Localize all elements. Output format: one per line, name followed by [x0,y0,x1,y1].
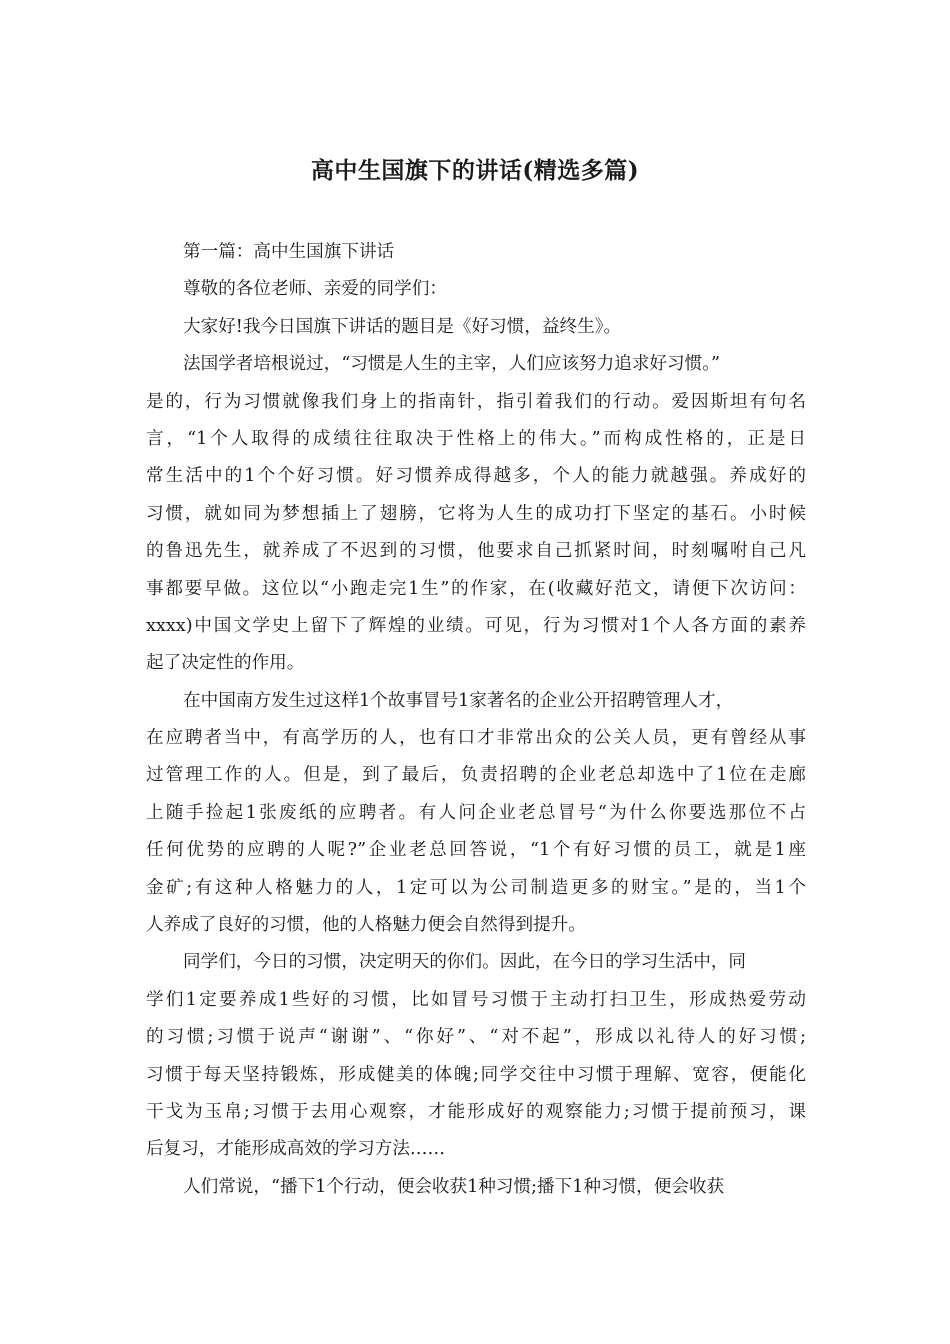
paragraph-line: 学们1定要养成1些好的习惯，比如冒号习惯于主动打扫卫生，形成热爱劳动 [146,989,806,1010]
paragraph-line: 的鲁迅先生，就养成了不迟到的习惯，他要求自己抓紧时间，时刻嘱咐自己凡 [146,541,806,562]
paragraph-line: 过管理工作的人。但是，到了最后，负责招聘的企业老总却选中了1位在走廊 [146,765,806,786]
paragraph-line: 任何优势的应聘的人呢?”企业老总回答说，“1个有好习惯的员工，就是1座 [146,840,806,861]
section-heading: 第一篇：高中生国旗下讲话 [183,242,395,262]
paragraph-line: 常生活中的1个个好习惯。好习惯养成得越多，个人的能力就越强。养成好的 [146,466,806,487]
paragraph-line: 同学们，今日的习惯，决定明天的你们。因此，在今日的学习生活中，同 [183,952,747,973]
paragraph-line: 上随手捡起1张废纸的应聘者。有人问企业老总冒号“为什么你要选那位不占 [146,802,806,823]
paragraph-line: 后复习，才能形成高效的学习方法…… [146,1139,446,1160]
paragraph-line: 言，“1个人取得的成绩往往取决于性格上的伟大。”而构成性格的，正是日 [146,428,806,449]
document-body [146,234,806,1206]
paragraph-line: 习惯，就如同为梦想插上了翅膀，它将为人生的成功打下坚定的基石。小时候 [146,503,806,524]
document-title: 高中生国旗下的讲话(精选多篇) [310,157,640,184]
paragraph-line: 的习惯;习惯于说声“谢谢”、“你好”、“对不起”，形成以礼待人的好习惯; [146,1027,806,1048]
paragraph-line: 法国学者培根说过，“习惯是人生的主宰，人们应该努力追求好习惯。” [183,354,721,375]
paragraph-line: 事都要早做。这位以“小跑走完1生”的作家，在(收藏好范文，请便下次访问： [146,578,806,599]
paragraph-line: xxxx)中国文学史上留下了辉煌的业绩。可见，行为习惯对1个人各方面的素养 [146,615,806,636]
salutation: 尊敬的各位老师、亲爱的同学们： [183,279,447,300]
paragraph-line: 起了决定性的作用。 [146,653,305,674]
paragraph-line: 人养成了良好的习惯，他的人格魅力便会自然得到提升。 [146,915,586,936]
greeting-line: 大家好!我今日国旗下讲话的题目是《好习惯，益终生》。 [183,316,622,337]
paragraph-line: 习惯于每天坚持锻炼，形成健美的体魄;同学交往中习惯于理解、宽容，便能化 [146,1064,806,1085]
paragraph-line: 在应聘者当中，有高学历的人，也有口才非常出众的公关人员，更有曾经从事 [146,728,806,749]
paragraph-line: 干戈为玉帛;习惯于去用心观察，才能形成好的观察能力;习惯于提前预习，课 [146,1101,806,1122]
paragraph-line: 是的，行为习惯就像我们身上的指南针，指引着我们的行动。爱因斯坦有句名 [146,391,806,412]
paragraph-line: 人们常说，“播下1个行动，便会收获1种习惯;播下1种习惯，便会收获 [183,1176,725,1197]
paragraph-line: 在中国南方发生过这样1个故事冒号1家著名的企业公开招聘管理人才， [183,690,734,711]
paragraph-line: 金矿;有这种人格魅力的人，1定可以为公司制造更多的财宝。”是的，当1个 [146,877,806,898]
